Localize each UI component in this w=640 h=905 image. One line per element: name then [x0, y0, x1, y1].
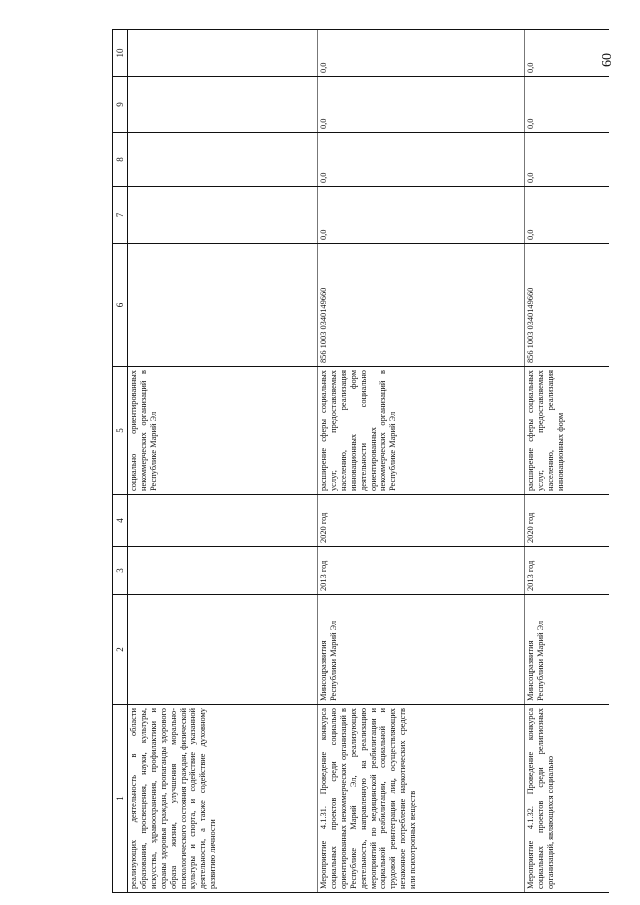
cell-value-7: 0,0 [318, 187, 525, 244]
cell-code: 856 1003 0340149660 [318, 244, 525, 367]
cell-code: 856 1003 0340149660 [525, 244, 609, 367]
cell-value-8 [128, 133, 318, 187]
cell-value-10 [128, 30, 318, 77]
cell-code [128, 244, 318, 367]
program-activities-table [112, 29, 609, 893]
cell-executor: Минсоцразвития Республики Марий Эл [525, 595, 609, 705]
rotated-table-container [112, 30, 608, 893]
table-row [318, 30, 525, 893]
cell-value-7 [128, 187, 318, 244]
cell-activity: реализующих деятельность в области образования, просвещения, науки, культуры, искусства, здравоохранения, профилактики и охраны здоровья граждан, пропаганды здорового образа жизни, улучшения морально-психологического состояния граждан, физической культуры и спорта, и содействие указанной деятельности, а также содействие духовному развитию личности [128, 705, 318, 893]
column-number-row [113, 30, 128, 893]
cell-result: социально ориентированных некоммерческих организаций в Республике Марий Эл [128, 367, 318, 495]
cell-value-8: 0,0 [525, 133, 609, 187]
header-col-5: 5 [113, 367, 128, 495]
header-col-10: 10 [113, 30, 128, 77]
cell-value-9: 0,0 [525, 77, 609, 133]
cell-activity: Мероприятие 4.1.31. Проведение конкурса социальных проектов среди социально ориентированных некоммерческих организаций в Республике Марий Эл, реализующих деятельность, направленную на реализацию мероприятий по медицинской реабилитации и социальной реабилитации, социальной и трудовой реинтеграции лиц, осуществляющих незаконное потребление наркотических средств или психотропных веществ [318, 705, 525, 893]
cell-value-10: 0,0 [318, 30, 525, 77]
cell-end: 2020 год [318, 495, 525, 547]
page-number: 60 [600, 53, 615, 67]
header-col-8: 8 [113, 133, 128, 187]
cell-result: расширение сферы социальных услуг, предоставляемых населению, реализация инновационных форм деятельности социально ориентированных некоммерческих организаций в Республике Марий Эл [318, 367, 525, 495]
cell-activity: Мероприятие 4.1.32. Проведение конкурса социальных проектов среди религиозных организаций, являющихся социально [525, 705, 609, 893]
header-col-1: 1 [113, 705, 128, 893]
cell-executor: Минсоцразвития Республики Марий Эл [318, 595, 525, 705]
cell-result: расширение сферы социальных услуг, предоставляемых населению, реализация инновационных форм [525, 367, 609, 495]
table-row [128, 30, 318, 893]
cell-value-7: 0,0 [525, 187, 609, 244]
header-col-3: 3 [113, 547, 128, 595]
cell-start: 2013 год [525, 547, 609, 595]
cell-start [128, 547, 318, 595]
header-col-7: 7 [113, 187, 128, 244]
cell-value-9 [128, 77, 318, 133]
header-col-4: 4 [113, 495, 128, 547]
header-col-9: 9 [113, 77, 128, 133]
cell-executor [128, 595, 318, 705]
cell-value-9: 0,0 [318, 77, 525, 133]
cell-end [128, 495, 318, 547]
table-row [525, 30, 609, 893]
header-col-2: 2 [113, 595, 128, 705]
cell-value-10: 0,0 [525, 30, 609, 77]
cell-start: 2013 год [318, 547, 525, 595]
header-col-6: 6 [113, 244, 128, 367]
cell-end: 2020 год [525, 495, 609, 547]
cell-value-8: 0,0 [318, 133, 525, 187]
